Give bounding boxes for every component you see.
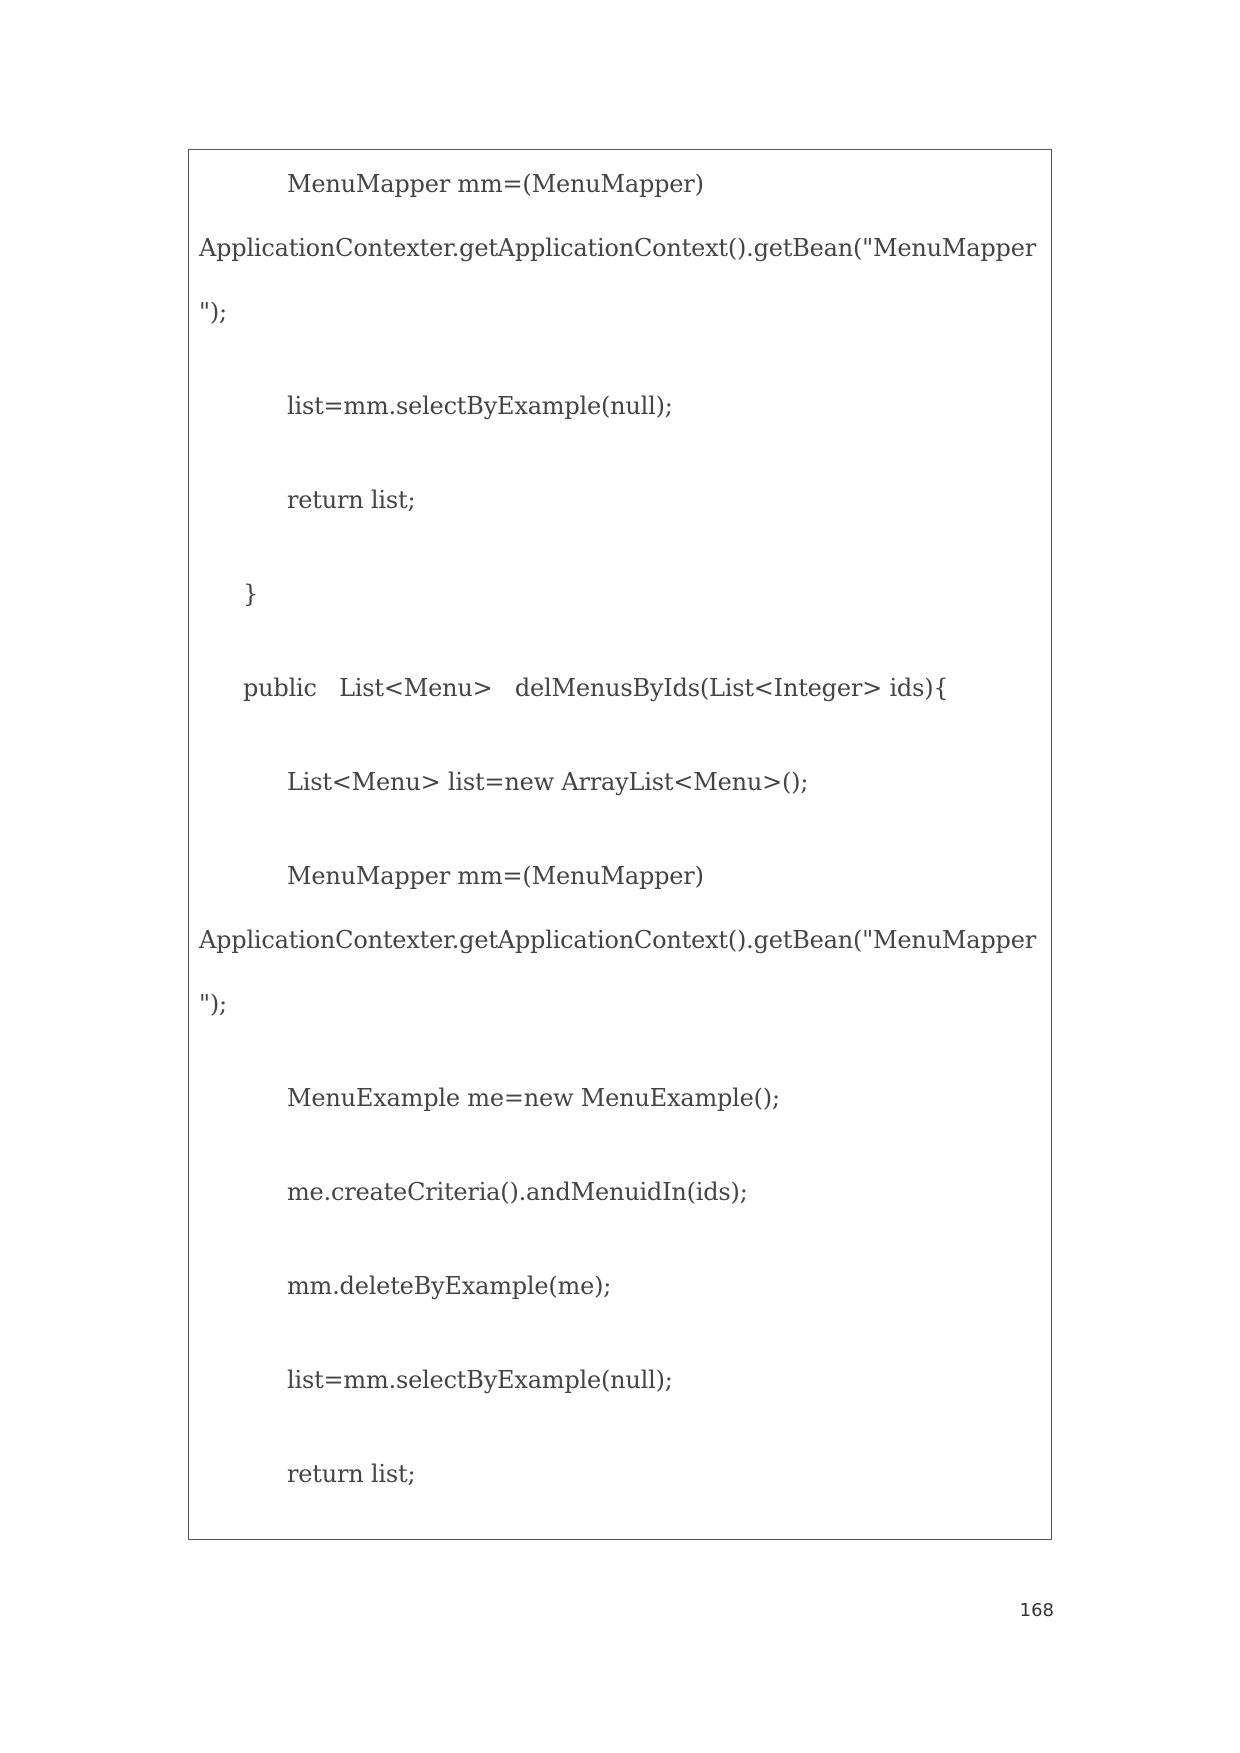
code-line-11: ");: [199, 990, 227, 1018]
code-line-16: return list;: [287, 1460, 416, 1488]
code-line-15: list=mm.selectByExample(null);: [287, 1366, 673, 1394]
code-line-7: public List<Menu> delMenusByIds(List<Integer> ids){: [243, 674, 949, 702]
code-line-13: me.createCriteria().andMenuidIn(ids);: [287, 1178, 748, 1206]
code-line-4: list=mm.selectByExample(null);: [287, 392, 673, 420]
code-line-3: ");: [199, 298, 227, 326]
code-line-8: List<Menu> list=new ArrayList<Menu>();: [287, 768, 809, 796]
code-line-6: }: [243, 580, 259, 608]
code-line-10: ApplicationContexter.getApplicationContext().getBean("MenuMapper: [199, 926, 1036, 954]
page-number: 168: [1019, 1600, 1054, 1621]
code-line-2: ApplicationContexter.getApplicationContext().getBean("MenuMapper: [199, 234, 1036, 262]
code-listing-box: [188, 149, 1052, 1540]
code-line-9: MenuMapper mm=(MenuMapper): [287, 862, 704, 890]
code-line-5: return list;: [287, 486, 416, 514]
code-line-12: MenuExample me=new MenuExample();: [287, 1084, 780, 1112]
code-line-1: MenuMapper mm=(MenuMapper): [287, 170, 704, 198]
code-line-14: mm.deleteByExample(me);: [287, 1272, 612, 1300]
